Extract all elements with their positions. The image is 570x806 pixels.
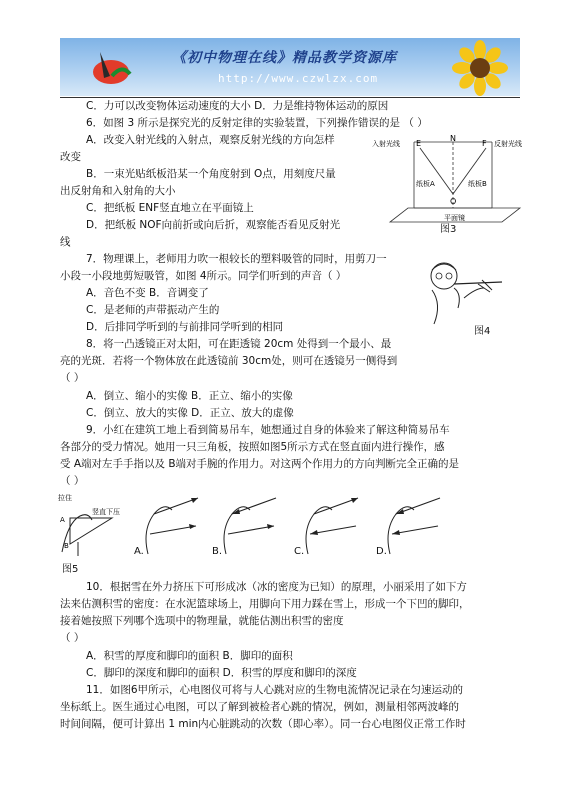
q9-stem: 9．小红在建筑工地上看到简易吊车，她想通过自身的体验来了解这种简易吊车 [86,424,450,436]
q9-answer-paren: （ ） [60,475,85,487]
figure-3-caption: 图3 [440,224,457,235]
q10-stem-cont1: 法来估测积雪的密度：在水泥篮球场上，用脚向下用力踩在雪上，形成一个下凹的脚印， [60,598,470,610]
q10-stem: 10．根据雪在外力挤压下可形成冰（冰的密度为已知）的原理，小丽采用了如下方 [86,581,467,593]
fig3-label-board-b: 纸板B [468,180,487,188]
q6-option-a-cont: 改变 [60,151,81,163]
figure-5-option-d-diagram [378,490,446,558]
site-logo-icon [88,46,134,90]
site-title: 《初中物理在线》精品教学资源库 [172,50,397,66]
q6-option-c: C．把纸板 ENF竖直地立在平面镜上 [86,202,254,214]
fig5-label-hold: 拉住 [58,494,72,502]
figure-5-option-a-label: A. [134,546,144,557]
figure-4-caption: 图4 [474,326,491,337]
figure-5-option-c-label: C. [294,546,305,557]
q6-option-d: D．把纸板 NOF向前折或向后折，观察能否看见反射光 [86,219,341,231]
q6-option-b: B．一束光贴纸板沿某一个角度射到 O点，用刻度尺量 [86,168,336,180]
q10-stem-cont2: 接着她按照下列哪个选项中的物理量，就能估测出积雪的密度 [60,615,344,627]
header-banner [60,38,520,96]
fig3-label-incident: 入射光线 [372,140,400,148]
figure-4-teacher-illustration [418,258,510,332]
q7-option-d: D．后排同学听到的与前排同学听到的相同 [86,321,284,333]
figure-5-option-b-label: B. [212,546,223,557]
figure-5-option-c-diagram [296,490,364,558]
q9-stem-cont1: 各部分的受力情况。她用一只三角板，按照如图5所示方式在竖直面内进行操作，感 [60,441,445,453]
figure-5-option-b-diagram [214,490,282,558]
site-url: http://www.czwlzx.com [218,72,379,85]
q7-stem: 7．物理课上，老师用力吹一根较长的塑料吸管的同时，用剪刀一 [86,253,387,265]
figure-5-caption: 图5 [62,564,79,575]
figure-5-hand-triangle [58,492,132,562]
q8-option-cd: C．倒立、放大的实像 D．正立、放大的虚像 [86,407,294,419]
fig3-label-n: N [450,134,456,143]
fig3-label-reflected: 反射光线 [494,140,522,148]
fig3-label-o: O [450,197,457,206]
q8-answer-paren: （ ） [60,372,85,384]
header-rule [60,97,520,98]
fig3-label-e: E [416,139,422,148]
q6-stem: 6．如图 3 所示是探究光的反射定律的实验装置，下列操作错误的是 （ ） [86,117,428,129]
q6-option-a: A．改变入射光线的入射点，观察反射光线的方向怎样 [86,134,335,146]
sunflower-icon [440,40,514,96]
fig3-label-mirror: 平面镜 [444,214,465,222]
fig3-label-board-a: 纸板A [416,180,435,188]
q8-stem-cont: 亮的光斑．若将一个物体放在此透镜前 30cm处，则可在透镜另一侧得到 [60,355,398,367]
q5-option-cd: C．力可以改变物体运动速度的大小 D．力是维持物体运动的原因 [86,100,389,112]
q11-stem: 11．如图6甲所示，心电图仪可将与人心跳对应的生物电流情况记录在匀速运动的 [86,684,464,696]
fig3-label-f: F [482,139,487,148]
figure-5-option-a-diagram [136,490,204,558]
q8-stem: 8．将一凸透镜正对太阳，可在距透镜 20cm 处得到一个最小、最 [86,338,392,350]
q6-option-b-cont: 出反射角和入射角的大小 [60,185,176,197]
q7-stem-cont: 小段一小段地剪短吸管，如图 4所示。同学们听到的声音（ ） [60,270,347,282]
figure-3-diagram [372,134,522,234]
fig5-label-b: B [64,542,69,550]
q6-option-d-cont: 线 [60,236,71,248]
q10-option-cd: C．脚印的深度和脚印的面积 D．积雪的厚度和脚印的深度 [86,667,357,679]
q11-stem-cont1: 坐标纸上。医生通过心电图，可以了解到被检者心跳的情况，例如，测量相邻两波峰的 [60,701,459,713]
figure-5-option-d-label: D. [376,546,387,557]
q8-option-ab: A．倒立、缩小的实像 B．正立、缩小的实像 [86,390,293,402]
q11-stem-cont2: 时间间隔，便可计算出 1 min内心脏跳动的次数（即心率）。同一台心电图仪正常工作时 [60,718,466,730]
q7-option-ab: A．音色不变 B．音调变了 [86,287,209,299]
fig5-label-a: A [60,516,65,524]
q7-option-c: C．是老师的声带振动产生的 [86,304,220,316]
q9-stem-cont2: 受 A端对左手手指以及 B端对手腕的作用力。对这两个作用力的方向判断完全正确的是 [60,458,460,470]
q10-option-ab: A．积雪的厚度和脚印的面积 B．脚印的面积 [86,650,293,662]
q10-answer-paren: （ ） [60,632,85,644]
fig5-label-press: 竖直下压 [92,508,120,516]
